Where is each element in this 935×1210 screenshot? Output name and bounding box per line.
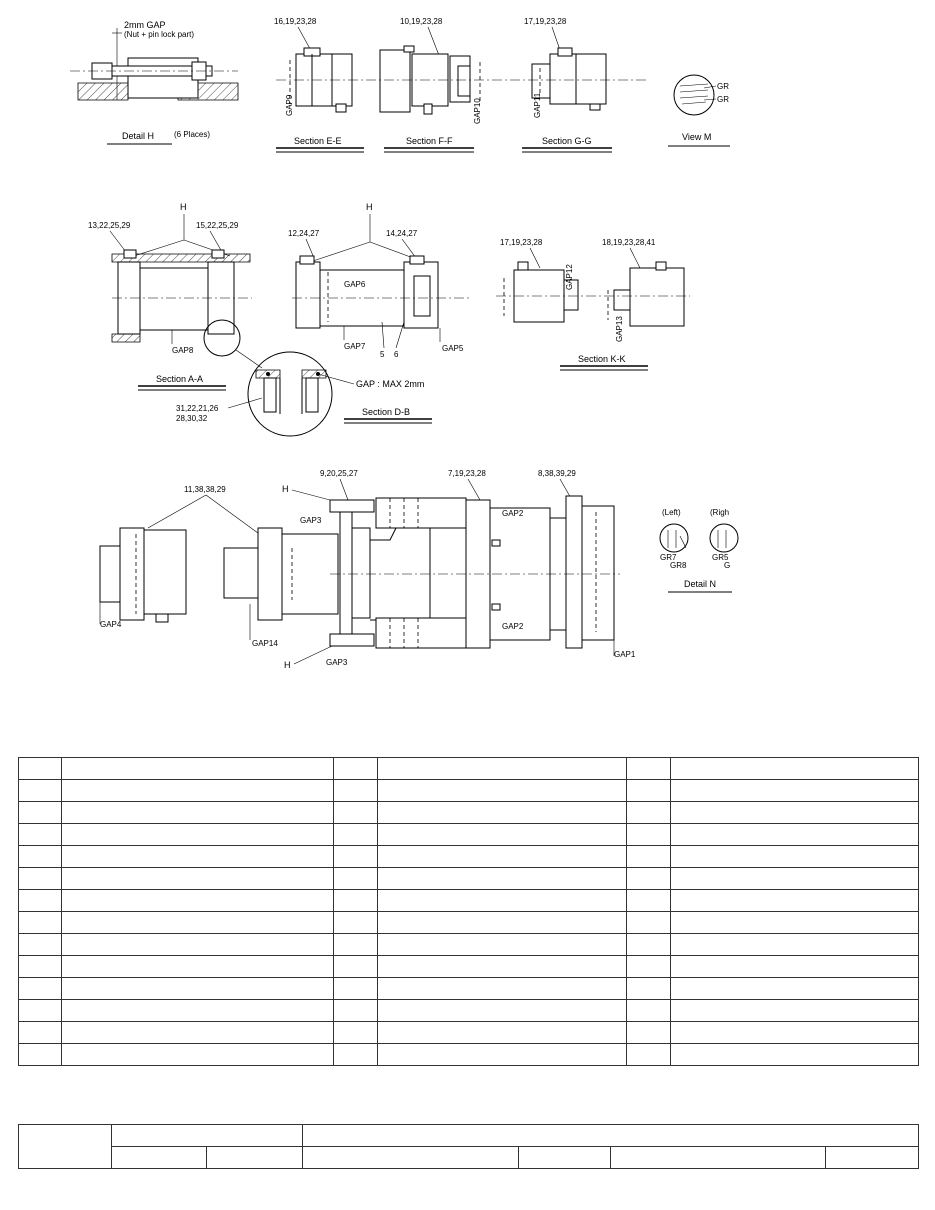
section-d-part-5: 5 xyxy=(380,350,385,359)
plan-gap4: GAP4 xyxy=(100,620,122,629)
section-a-h-label: H xyxy=(180,202,187,212)
title-block-cell xyxy=(303,1125,919,1147)
plan-gap3-top: GAP3 xyxy=(300,516,322,525)
table-cell xyxy=(19,1000,62,1022)
table-cell xyxy=(627,758,671,780)
table-cell xyxy=(671,1000,919,1022)
section-a-callout-right: 15,22,25,29 xyxy=(196,221,239,230)
table-cell xyxy=(334,758,378,780)
table-cell xyxy=(334,956,378,978)
table-cell xyxy=(378,956,627,978)
section-d-title: Section D-B xyxy=(362,407,411,417)
table-cell xyxy=(62,868,334,890)
detail-n xyxy=(660,508,738,592)
title-block xyxy=(18,1124,919,1169)
section-e-callout: 16,19,23,28 xyxy=(274,17,317,26)
table-cell xyxy=(334,780,378,802)
title-block-cell xyxy=(112,1147,207,1169)
table-cell xyxy=(19,824,62,846)
table-row xyxy=(19,978,919,1000)
table-cell xyxy=(19,868,62,890)
table-cell xyxy=(62,1044,334,1066)
table-cell xyxy=(62,890,334,912)
section-a-bottom-callout-2: 28,30,32 xyxy=(176,414,208,423)
table-cell xyxy=(378,846,627,868)
table-cell xyxy=(378,802,627,824)
table-cell xyxy=(627,912,671,934)
section-e-gap: GAP9 xyxy=(285,94,294,116)
table-cell xyxy=(671,978,919,1000)
section-k-gap-12: GAP12 xyxy=(565,264,574,290)
section-a-callout-left: 13,22,25,29 xyxy=(88,221,131,230)
section-d-gap-top: GAP6 xyxy=(344,280,366,289)
table-cell xyxy=(334,802,378,824)
section-g-title: Section G-G xyxy=(542,136,592,146)
detail-n-gr6: G xyxy=(724,561,731,570)
table-cell xyxy=(334,846,378,868)
detail-h xyxy=(70,20,238,144)
table-cell xyxy=(334,1022,378,1044)
table-cell xyxy=(62,846,334,868)
table-cell xyxy=(671,824,919,846)
title-block-cell xyxy=(112,1125,303,1147)
plan-callout-8: 8,38,39,29 xyxy=(538,469,576,478)
section-k-title: Section K-K xyxy=(578,354,626,364)
plan-gap2-top: GAP2 xyxy=(502,509,524,518)
section-d-part-6: 6 xyxy=(394,350,399,359)
table-row xyxy=(19,1044,919,1066)
table-cell xyxy=(334,1044,378,1066)
table-cell xyxy=(19,934,62,956)
table-cell xyxy=(62,978,334,1000)
table-cell xyxy=(671,1044,919,1066)
section-f-gap: GAP10 xyxy=(473,98,482,124)
table-cell xyxy=(378,890,627,912)
detail-n-gr8: GR8 xyxy=(670,561,687,570)
table-cell xyxy=(378,1022,627,1044)
table-cell xyxy=(671,912,919,934)
table-cell xyxy=(671,890,919,912)
section-d-gap-bottom: GAP7 xyxy=(344,342,366,351)
table-cell xyxy=(627,846,671,868)
title-block-cell xyxy=(611,1147,826,1169)
table-cell xyxy=(671,780,919,802)
table-cell xyxy=(378,912,627,934)
section-d-callout-left: 12,24,27 xyxy=(288,229,320,238)
table-cell xyxy=(378,780,627,802)
section-k-callout-left: 17,19,23,28 xyxy=(500,238,543,247)
table-cell xyxy=(671,956,919,978)
plan-gap14: GAP14 xyxy=(252,639,278,648)
section-k-k xyxy=(496,238,690,370)
table-cell xyxy=(62,1022,334,1044)
plan-h-top: H xyxy=(282,484,289,494)
table-cell xyxy=(671,934,919,956)
table-row xyxy=(19,1000,919,1022)
table-cell xyxy=(378,1044,627,1066)
table-cell xyxy=(671,846,919,868)
detail-n-gr7: GR7 xyxy=(660,553,677,562)
table-row xyxy=(19,758,919,780)
detail-n-left-label: (Left) xyxy=(662,508,681,517)
section-k-callout-right: 18,19,23,28,41 xyxy=(602,238,656,247)
table-cell xyxy=(334,1000,378,1022)
section-g-gap: GAP11 xyxy=(533,92,542,118)
table-row xyxy=(19,868,919,890)
table-cell xyxy=(334,824,378,846)
table-cell xyxy=(627,1044,671,1066)
section-a-bottom-callout-1: 31,22,21,26 xyxy=(176,404,219,413)
plan-callout-7: 7,19,23,28 xyxy=(448,469,486,478)
table-cell xyxy=(627,1000,671,1022)
section-e-e xyxy=(274,17,364,152)
table-row xyxy=(19,890,919,912)
table-cell xyxy=(627,1022,671,1044)
view-m-title: View M xyxy=(682,132,712,142)
view-m-label-b: GR xyxy=(717,95,729,104)
section-d-callout-right: 14,24,27 xyxy=(386,229,418,238)
table-cell xyxy=(334,890,378,912)
table-cell xyxy=(19,956,62,978)
table-cell xyxy=(334,934,378,956)
table-row xyxy=(19,934,919,956)
section-d-gap-right: GAP5 xyxy=(442,344,464,353)
plan-h-bottom: H xyxy=(284,660,291,670)
table-cell xyxy=(19,758,62,780)
table-cell xyxy=(378,868,627,890)
table-row xyxy=(19,1022,919,1044)
table-cell xyxy=(627,868,671,890)
plan-gap1: GAP1 xyxy=(614,650,636,659)
table-cell xyxy=(627,978,671,1000)
section-k-gap-13: GAP13 xyxy=(615,316,624,342)
parts-list-table xyxy=(18,757,919,1066)
plan-gap3-bottom: GAP3 xyxy=(326,658,348,667)
section-a-gap: GAP8 xyxy=(172,346,194,355)
table-cell xyxy=(19,846,62,868)
table-cell xyxy=(671,868,919,890)
detail-h-gap-note-2: (Nut + pin lock part) xyxy=(124,30,195,39)
table-cell xyxy=(19,912,62,934)
section-g-g xyxy=(522,17,612,152)
table-cell xyxy=(19,1044,62,1066)
table-cell xyxy=(62,780,334,802)
table-cell xyxy=(627,802,671,824)
table-cell xyxy=(627,780,671,802)
section-d-h-label: H xyxy=(366,202,373,212)
table-cell xyxy=(627,890,671,912)
title-block-cell xyxy=(207,1147,303,1169)
plan-view xyxy=(100,469,636,670)
gap-max-label: GAP : MAX 2mm xyxy=(356,379,425,389)
detail-h-places: (6 Places) xyxy=(174,130,211,139)
table-cell xyxy=(671,758,919,780)
table-cell xyxy=(62,956,334,978)
view-m xyxy=(668,75,730,146)
table-cell xyxy=(19,890,62,912)
table-cell xyxy=(62,912,334,934)
table-cell xyxy=(334,912,378,934)
table-cell xyxy=(671,1022,919,1044)
title-block-cell xyxy=(19,1125,112,1169)
detail-h-gap-note: 2mm GAP xyxy=(124,20,166,30)
table-cell xyxy=(627,824,671,846)
table-cell xyxy=(378,824,627,846)
detail-n-title: Detail N xyxy=(684,579,717,589)
table-cell xyxy=(62,758,334,780)
table-cell xyxy=(627,934,671,956)
view-m-label-a: GR xyxy=(717,82,729,91)
table-cell xyxy=(19,780,62,802)
table-cell xyxy=(627,956,671,978)
section-e-title: Section E-E xyxy=(294,136,342,146)
table-cell xyxy=(671,802,919,824)
detail-n-gr5: GR5 xyxy=(712,553,729,562)
table-row xyxy=(19,780,919,802)
plan-callout-11: 11,38,38,29 xyxy=(184,485,226,494)
title-block-cell xyxy=(519,1147,611,1169)
table-row xyxy=(19,824,919,846)
table-cell xyxy=(334,978,378,1000)
title-block-cell xyxy=(303,1147,519,1169)
title-block-cell xyxy=(826,1147,919,1169)
table-row xyxy=(19,912,919,934)
table-cell xyxy=(378,1000,627,1022)
detail-n-right-label: (Righ xyxy=(710,508,730,517)
table-cell xyxy=(334,868,378,890)
section-g-callout: 17,19,23,28 xyxy=(524,17,567,26)
section-a-a xyxy=(88,202,262,423)
section-a-title: Section A-A xyxy=(156,374,204,384)
plan-callout-9: 9,20,25,27 xyxy=(320,469,358,478)
table-cell xyxy=(62,824,334,846)
section-f-f xyxy=(380,17,482,152)
table-row xyxy=(19,846,919,868)
table-cell xyxy=(62,934,334,956)
table-row xyxy=(19,802,919,824)
table-cell xyxy=(62,802,334,824)
plan-gap2-bottom: GAP2 xyxy=(502,622,524,631)
section-f-title: Section F-F xyxy=(406,136,453,146)
detail-h-title: Detail H xyxy=(122,131,155,141)
table-cell xyxy=(378,978,627,1000)
table-cell xyxy=(19,1022,62,1044)
table-row xyxy=(19,956,919,978)
table-cell xyxy=(19,978,62,1000)
table-cell xyxy=(62,1000,334,1022)
table-cell xyxy=(19,802,62,824)
table-cell xyxy=(378,934,627,956)
table-cell xyxy=(378,758,627,780)
section-f-callout: 10,19,23,28 xyxy=(400,17,443,26)
